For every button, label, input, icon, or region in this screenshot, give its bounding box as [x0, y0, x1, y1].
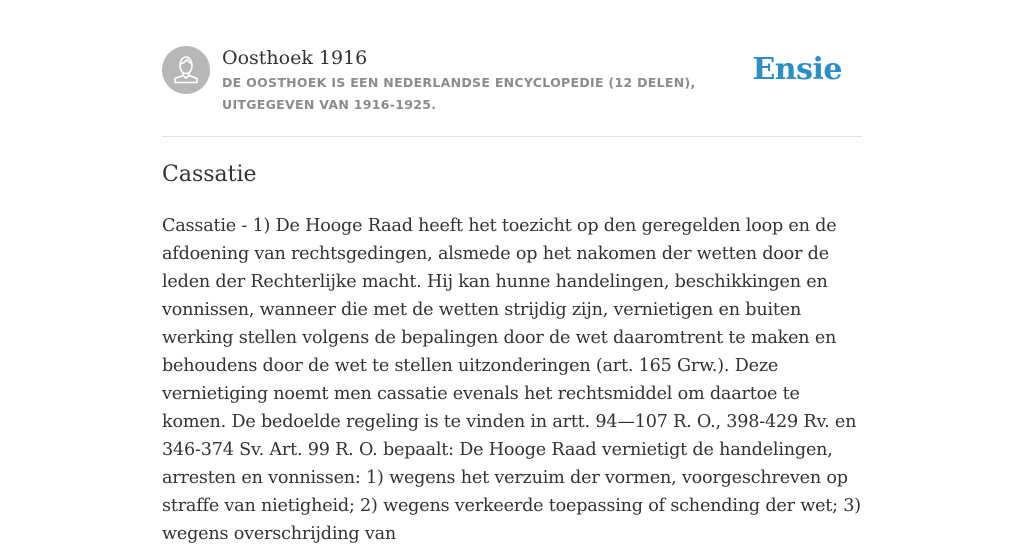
brand-logo[interactable]: Ensie — [752, 52, 842, 87]
avatar — [162, 46, 210, 94]
entry-title: Cassatie — [162, 162, 257, 187]
source-header — [162, 46, 862, 137]
source-description: DE OOSTHOEK IS EEN NEDERLANDSE ENCYCLOPEDIE (12 DELEN), UITGEGEVEN VAN 1916-1925. — [222, 75, 696, 112]
user-silhouette-icon — [162, 46, 210, 94]
source-title[interactable]: Oosthoek 1916 — [222, 47, 368, 69]
entry-body: Cassatie - 1) De Hooge Raad heeft het toezicht op den geregelden loop en de afdoening van rechtsgedingen, alsmede op het nakomen der wetten door de leden der Rechterlijke macht. Hij kan hunne handelingen, beschikkingen en vonnissen, wanneer die met de wetten strijdig zijn, vernietigen en buiten werking stellen volgens de bepalingen door de wet daaromtrent te maken en behoudens door de wet te stellen uitzonderingen (art. 165 Grw.). Deze vernietiging noemt men cassatie evenals het rechtsmiddel om daartoe te komen. De bedoelde regeling is te vinden in artt. 94—107 R. O., 398-429 Rv. en 346-374 Sv. Art. 99 R. O. bepaalt: De Hooge Raad vernietigt de handelingen, arresten en vonnissen: 1) wegens het verzuim der vormen, voorgeschreven op straffe van nietigheid; 2) wegens verkeerde toepassing of schending der wet; 3) wegens overschrijding van — [162, 216, 861, 544]
